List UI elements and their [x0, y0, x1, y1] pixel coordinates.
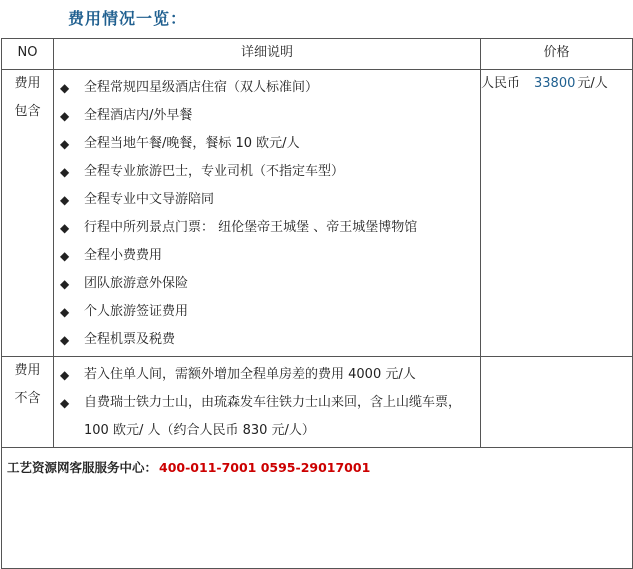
contact-phone: 400-011-7001 0595-29017001	[159, 460, 371, 475]
list-item: ◆ 个人旅游签证费用	[60, 298, 480, 326]
excluded-label-line: 不含	[14, 391, 41, 406]
contact-row	[2, 448, 633, 569]
diamond-bullet-icon: ◆	[60, 165, 70, 179]
contact-label: 工艺资源网客服服务中心：	[7, 460, 158, 475]
list-item: ◆ 若入住单人间，需额外增加全程单房差的费用 4000 元/人	[60, 361, 480, 389]
list-item: ◆ 全程常规四星级酒店住宿（双人标准间）	[60, 74, 480, 102]
list-item: ◆ 行程中所列景点门票： 纽伦堡帝王城堡 、帝王城堡博物馆	[60, 214, 480, 242]
list-item: ◆ 全程机票及税费	[60, 326, 480, 354]
excluded-label-line: 费用	[14, 363, 41, 378]
header-no: NO	[2, 39, 54, 70]
fee-table	[1, 38, 633, 569]
included-details	[54, 70, 481, 357]
list-item: ◆ 全程专业旅游巴士，专业司机（不指定车型）	[60, 158, 480, 186]
excluded-price-cell	[481, 357, 633, 448]
diamond-bullet-icon: ◆	[60, 396, 70, 410]
list-item: ◆ 全程当地午餐/晚餐，餐标 10 欧元/人	[60, 130, 480, 158]
excluded-details	[54, 357, 481, 448]
included-label-line: 费用	[14, 76, 41, 91]
header-price: 价格	[481, 39, 633, 70]
included-label	[2, 70, 54, 357]
list-item: ◆ 全程酒店内/外早餐	[60, 102, 480, 130]
list-item: ◆ 全程小费费用	[60, 242, 480, 270]
diamond-bullet-icon: ◆	[60, 249, 70, 263]
included-list	[54, 70, 480, 356]
diamond-bullet-icon: ◆	[60, 277, 70, 291]
table-header-row	[2, 39, 633, 70]
excluded-row	[2, 357, 633, 448]
contact-cell	[2, 448, 633, 569]
contact-line	[7, 454, 633, 482]
diamond-bullet-icon: ◆	[60, 193, 70, 207]
diamond-bullet-icon: ◆	[60, 221, 70, 235]
diamond-bullet-icon: ◆	[60, 137, 70, 151]
included-label-line: 包含	[14, 104, 41, 119]
list-item: ◆ 自费瑞士铁力士山，由琉森发车往铁力士山来回，含上山缆车票，100 欧元/ 人（约合人民币 830 元/人）	[60, 389, 480, 445]
excluded-list	[54, 357, 480, 447]
page-title: 费用情况一览：	[68, 9, 188, 28]
header-details: 详细说明	[54, 39, 481, 70]
excluded-label	[2, 357, 54, 448]
diamond-bullet-icon: ◆	[60, 109, 70, 123]
price-unit: 元/人	[577, 76, 608, 91]
diamond-bullet-icon: ◆	[60, 368, 70, 382]
list-item: ◆ 全程专业中文导游陪同	[60, 186, 480, 214]
list-item: ◆ 团队旅游意外保险	[60, 270, 480, 298]
price-amount: 33800	[534, 76, 576, 91]
included-row	[2, 70, 633, 357]
diamond-bullet-icon: ◆	[60, 305, 70, 319]
diamond-bullet-icon: ◆	[60, 81, 70, 95]
price-currency: 人民币	[481, 76, 521, 91]
diamond-bullet-icon: ◆	[60, 333, 70, 347]
price-cell	[481, 70, 633, 357]
